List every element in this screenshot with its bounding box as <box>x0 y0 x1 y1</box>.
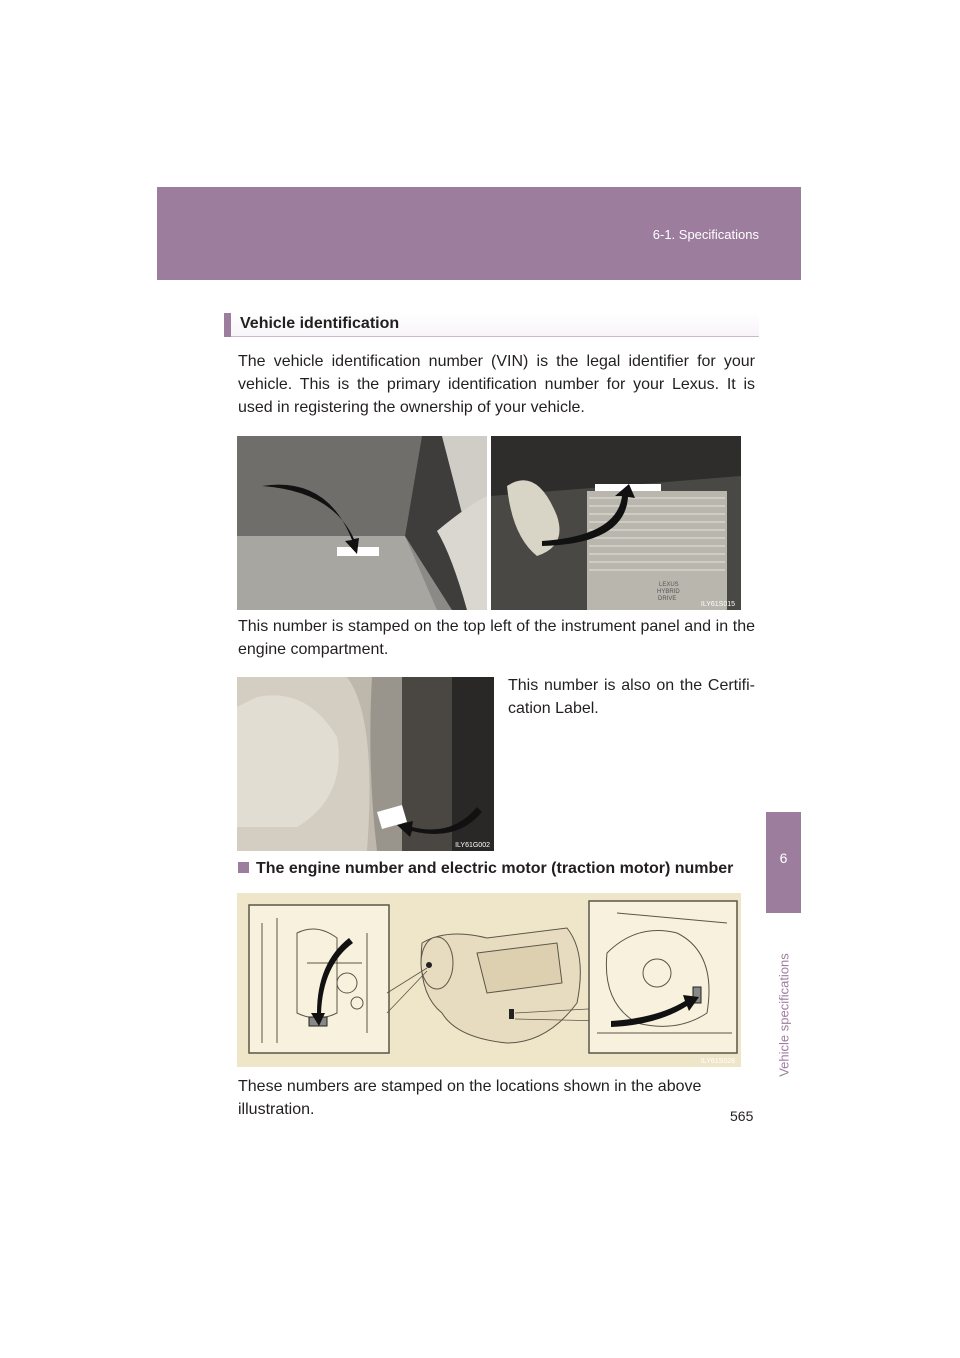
chapter-label: Vehicle specifications <box>776 953 792 1077</box>
figure-code: ILY61S028 <box>700 1058 735 1065</box>
stamped-location-paragraph: This number is stamped on the top left of the instrument panel and in the engine compartment. <box>238 618 755 658</box>
numbers-location-paragraph: These numbers are stamped on the locations shown in the above illustration. <box>238 1078 702 1118</box>
section-heading-bar <box>224 313 231 337</box>
section-heading: Vehicle identification <box>240 315 400 332</box>
emblem-text-2: HYBRID <box>657 589 680 595</box>
engine-number-figure <box>237 893 741 1067</box>
page-header <box>157 187 801 280</box>
sub-heading <box>238 860 733 878</box>
figure-code: ILY61S015 <box>700 601 735 608</box>
section-title: 6-1. Specifications <box>652 227 759 242</box>
intro-paragraph: The vehicle identification number (VIN) is the legal identifier for your vehicle. This is the primary identification number for your Lexus. It is used in registering the ownership of your vehicle. <box>238 353 755 416</box>
sub-heading-text: The engine number and electric motor (traction motor) number <box>256 860 734 877</box>
vin-location-illustration <box>237 436 741 610</box>
emblem-text-3: DRIVE <box>658 596 677 602</box>
figure-code: ILY61G002 <box>455 842 490 849</box>
square-bullet-icon <box>238 862 249 873</box>
door-pillar-illustration <box>237 677 494 851</box>
engine-illustration <box>237 893 741 1067</box>
certification-label-figure <box>237 677 494 851</box>
page-number: 565 <box>730 1108 754 1124</box>
chapter-number: 6 <box>779 850 788 866</box>
emblem-text-1: LEXUS <box>659 582 679 588</box>
vin-location-figure <box>237 436 741 610</box>
certification-label-paragraph: This number is also on the Certifi-cation Label. <box>508 677 755 717</box>
